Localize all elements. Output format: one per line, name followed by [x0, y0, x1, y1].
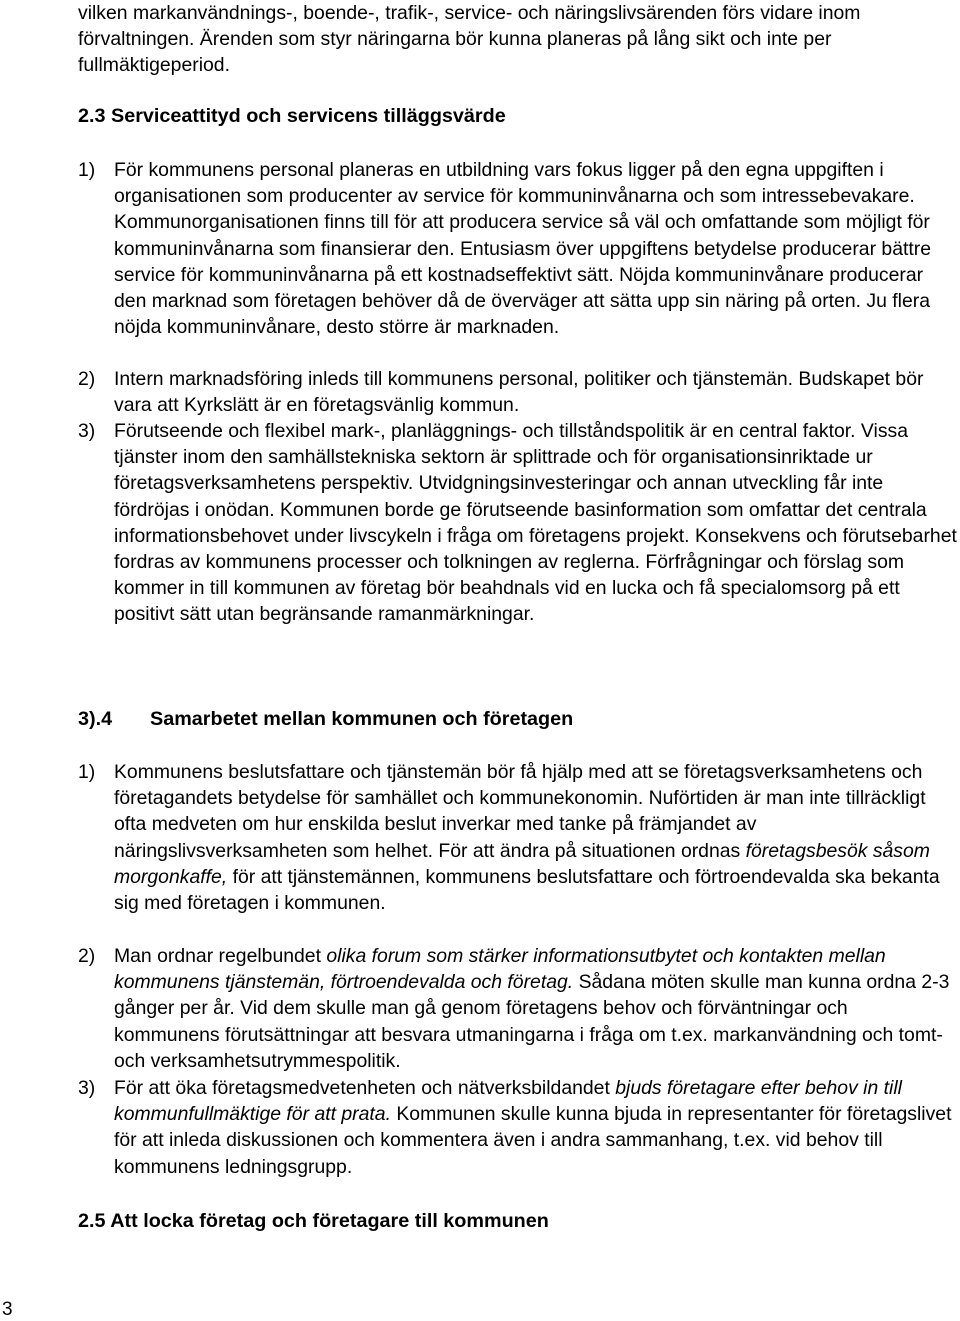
- list-item: [78, 1075, 958, 1180]
- list-item: [78, 418, 958, 628]
- list-marker: 1): [78, 761, 96, 783]
- section-heading-2-3: 2.3 Serviceattityd och servicens tilläggsvärde: [78, 105, 506, 127]
- text-run: Sådana möten skulle man kunna ordna 2-3 gånger per år. Vid dem skulle man gå genom företagens behov och förväntningar och kommunens förutsättningar att besvara utmaningarna i fråga om t.ex. markanvändning och tomt- och verksamhetsutrymmespolitik.: [114, 971, 950, 1072]
- list-item-text: [114, 759, 958, 916]
- list-item: [78, 366, 958, 418]
- emphasis-text: bjuds företagare efter behov in till kommunfullmäktige för att prata.: [114, 1077, 902, 1126]
- text-run: Kommunen skulle kunna bjuda in representanter för företagslivet för att inleda diskussionen och kommentera även i andra sammanhang, t.ex. vid behov till kommunens ledningsgrupp.: [114, 1103, 952, 1178]
- list-marker: 3): [78, 1077, 96, 1099]
- section-title: Samarbetet mellan kommunen och företagen: [150, 708, 574, 730]
- text-run: Kommunens beslutsfattare och tjänstemän bör få hjälp med att se företagsverksamhetens och företagandets betydelse för samhället och kommunekonomin. Nuförtiden är man inte tillräckligt ofta medveten om hur enskilda beslut inverkar med tanke på främjandet av näringslivsverksamheten som helhet. För att ändra på situationen ordnas: [114, 761, 926, 862]
- emphasis-text: företagsbesök såsom morgonkaffe,: [114, 839, 930, 888]
- emphasis-text: olika forum som stärker informationsutbytet och kontakten mellan kommunens tjänstemän, förtroendevalda och företag.: [114, 945, 886, 994]
- list-marker: 1): [78, 159, 96, 181]
- intro-paragraph: vilken markanvändnings-, boende-, trafik-, service- och näringslivsärenden förs vidare inom förvaltningen. Ärenden som styr näringarna bör kunna planeras på lång sikt och inte per fullmäktigeperiod.: [78, 2, 861, 77]
- list-item-text: För kommunens personal planeras en utbildning vars fokus ligger på den egna uppgiften i organisationen som producenter av service för kommuninvånarna och som intressebevakare. Kommunorganisationen finns till för att producera service så väl och omfattande som möjligt för kommuninvånarna som finansierar den. Entusiasm över uppgiftens betydelse producerar bättre service för kommuninvånarna på ett kostnadseffektivt sätt. Nöjda kommuninvånare producerar den marknad som företagen behöver då de överväger att sätta upp sin näring på orten. Ju flera nöjda kommuninvånare, desto större är marknaden.: [114, 159, 932, 339]
- section-heading-2-5: 2.5 Att locka företag och företagare till kommunen: [78, 1210, 549, 1232]
- list-item-text: Intern marknadsföring inleds till kommunens personal, politiker och tjänstemän. Budskapet bör vara att Kyrkslätt är en företagsvänlig kommun.: [114, 368, 924, 417]
- text-run: Man ordnar regelbundet: [114, 945, 327, 967]
- list-item-text: [114, 1075, 958, 1180]
- list-marker: 2): [78, 945, 96, 967]
- section-number: 3).4: [78, 708, 113, 730]
- text-run: för att tjänstemännen, kommunens beslutsfattare och förtroendevalda ska bekanta sig med företagen i kommunen.: [114, 865, 940, 915]
- page-number: 3: [2, 1299, 13, 1320]
- list-marker: 3): [78, 420, 96, 442]
- list-item-text: Förutseende och flexibel mark-, planläggnings- och tillståndspolitik är en central faktor. Vissa tjänster inom den samhällstekniska sektorn är splittrade och för organisationsinriktade ur företagsverksamhetens perspektiv. Utvidgningsinvesteringar och annan utveckling får inte fördröjas i onödan. Kommunen borde ge förutseende basinformation som omfattar det centrala informationsbehovet under livscykeln i fråga om företagens projekt. Konsekvens och förutsebarhet fordras av kommunens processer och tolkningen av reglerna. Förfrågningar och förslag som kommer in till kommunen av företag bör beahdnals vid en lucka och få specialomsorg på ett positivt sätt utan begränsande ramanmärkningar.: [114, 420, 957, 626]
- list-item: [78, 157, 958, 340]
- list-item-text: [114, 943, 958, 1074]
- list-marker: 2): [78, 368, 96, 390]
- list-item: [78, 759, 958, 916]
- text-run: För att öka företagsmedvetenheten och nätverksbildandet: [114, 1077, 616, 1099]
- section-heading-3-4: [78, 706, 573, 732]
- list-item: [78, 943, 958, 1074]
